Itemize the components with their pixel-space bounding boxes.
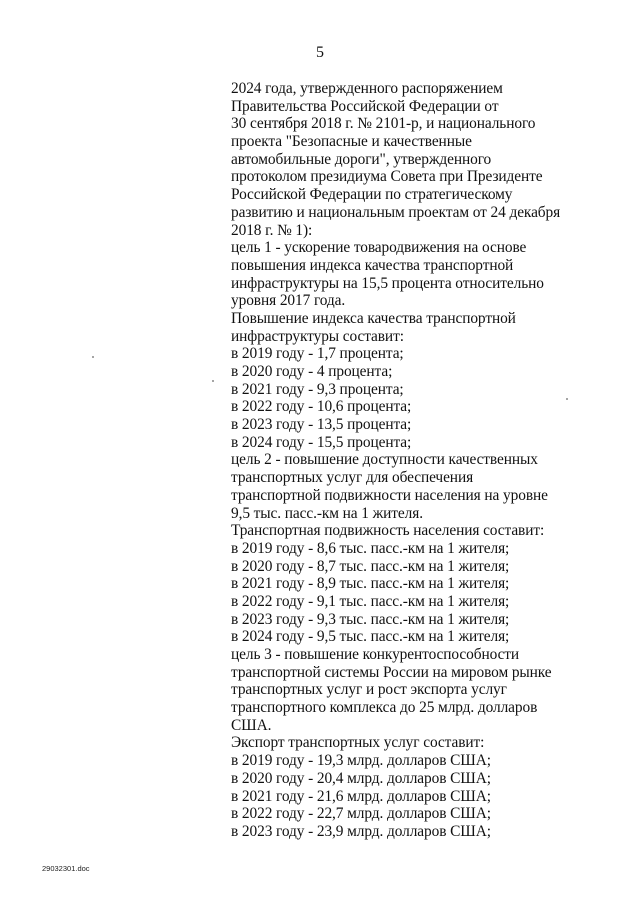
text-line: в 2024 году - 15,5 процента; bbox=[231, 433, 412, 451]
text-line: Экспорт транспортных услуг составит: bbox=[231, 734, 485, 752]
text-line: транспортной системы России на мировом рынке bbox=[231, 663, 552, 681]
text-line: 30 сентября 2018 г. № 2101-р, и национального bbox=[231, 115, 536, 133]
text-line: повышения индекса качества транспортной bbox=[231, 256, 514, 274]
text-line: в 2020 году - 8,7 тыс. пасс.-км на 1 жителя; bbox=[231, 557, 510, 575]
text-line: транспортных услуг для обеспечения bbox=[231, 469, 474, 487]
text-line: цель 3 - повышение конкурентоспособности bbox=[231, 646, 520, 663]
text-line: в 2021 году - 21,6 млрд. долларов США; bbox=[231, 787, 491, 805]
scan-speck bbox=[566, 398, 568, 400]
text-line: инфраструктуры составит: bbox=[231, 327, 404, 345]
text-line: уровня 2017 года. bbox=[231, 292, 346, 310]
text-line: Российской Федерации по стратегическому bbox=[231, 186, 513, 204]
text-line: Повышение индекса качества транспортной bbox=[231, 309, 516, 327]
text-line: 9,5 тыс. пасс.-км на 1 жителя. bbox=[231, 504, 423, 522]
text-line: развитию и национальным проектам от 24 декабря bbox=[231, 203, 561, 221]
scan-speck bbox=[212, 380, 214, 382]
text-line: транспортных услуг и рост экспорта услуг bbox=[231, 681, 507, 699]
text-line: цель 2 - повышение доступности качественных bbox=[231, 451, 538, 469]
text-line: в 2024 году - 9,5 тыс. пасс.-км на 1 жителя; bbox=[231, 628, 510, 646]
text-line: в 2023 году - 13,5 процента; bbox=[231, 416, 412, 434]
text-line: Транспортная подвижность населения составит: bbox=[231, 522, 545, 540]
text-line: в 2021 году - 9,3 процента; bbox=[231, 380, 404, 398]
text-line: в 2020 году - 20,4 млрд. долларов США; bbox=[231, 769, 491, 787]
text-line: протоколом президиума Совета при Президенте bbox=[231, 168, 543, 186]
text-line: в 2020 году - 4 процента; bbox=[231, 363, 393, 380]
text-line: в 2019 году - 8,6 тыс. пасс.-км на 1 жителя; bbox=[231, 539, 510, 557]
text-line: в 2023 году - 9,3 тыс. пасс.-км на 1 жителя; bbox=[231, 610, 510, 628]
text-line: США. bbox=[231, 716, 272, 734]
text-line: в 2022 году - 10,6 процента; bbox=[231, 398, 412, 416]
text-line: в 2021 году - 8,9 тыс. пасс.-км на 1 жителя; bbox=[231, 575, 510, 593]
scan-speck bbox=[92, 356, 94, 358]
footer-filename: 29032301.doc bbox=[42, 864, 90, 873]
text-line: транспортной подвижности населения на уровне bbox=[231, 486, 548, 504]
text-line: транспортного комплекса до 25 млрд. долларов bbox=[231, 699, 538, 717]
text-line: 2018 г. № 1): bbox=[231, 221, 313, 239]
text-line: цель 1 - ускорение товародвижения на основе bbox=[231, 239, 527, 257]
text-line: в 2023 году - 23,9 млрд. долларов США; bbox=[231, 822, 491, 840]
text-line: 2024 года, утвержденного распоряжением bbox=[231, 80, 503, 97]
text-line: в 2022 году - 9,1 тыс. пасс.-км на 1 жителя; bbox=[231, 592, 510, 610]
text-line: в 2022 году - 22,7 млрд. долларов США; bbox=[231, 805, 491, 823]
text-line: проекта "Безопасные и качественные bbox=[231, 133, 472, 151]
text-line: инфраструктуры на 15,5 процента относительно bbox=[231, 274, 544, 292]
text-line: Правительства Российской Федерации от bbox=[231, 97, 499, 115]
text-line: автомобильные дороги", утвержденного bbox=[231, 150, 492, 168]
text-line: в 2019 году - 1,7 процента; bbox=[231, 345, 404, 363]
body-text bbox=[231, 80, 561, 841]
page-number: 5 bbox=[316, 44, 324, 61]
text-line: в 2019 году - 19,3 млрд. долларов США; bbox=[231, 752, 491, 770]
